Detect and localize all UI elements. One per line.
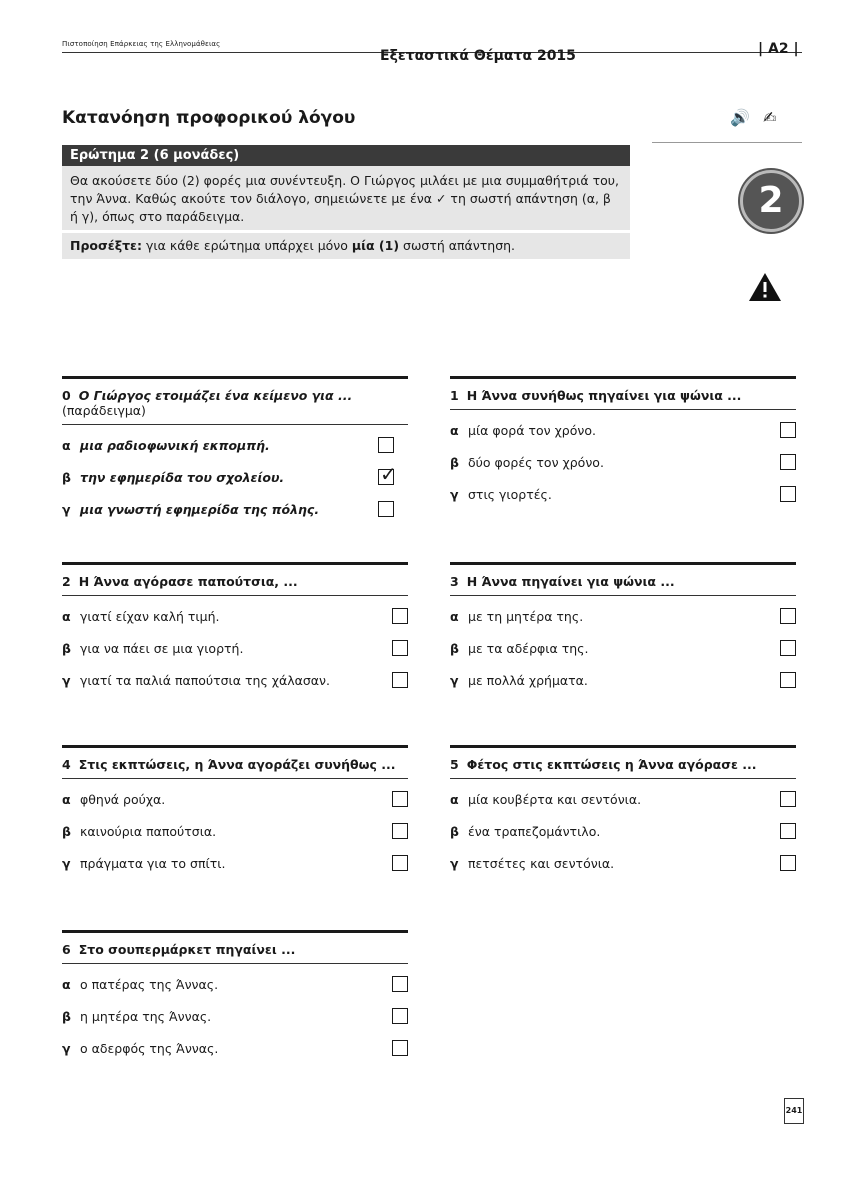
- warning-icon: [748, 272, 782, 302]
- answer-option: [450, 847, 796, 879]
- question-text: Η Άννα αγόρασε παπούτσια, ...: [78, 574, 298, 589]
- answer-checkbox[interactable]: [378, 437, 394, 453]
- answer-option: [450, 478, 796, 510]
- option-text: φθηνά ρούχα.: [80, 791, 166, 807]
- option-letter: α: [62, 976, 71, 992]
- certification-label: Πιστοποίηση Επάρκειας της Ελληνομάθειας: [62, 40, 221, 48]
- answer-option: [450, 664, 796, 696]
- option-letter: γ: [450, 672, 459, 688]
- question-6: [62, 930, 408, 1064]
- question-title: [62, 933, 408, 964]
- answer-checkbox[interactable]: [780, 855, 796, 871]
- section-title: Κατανόηση προφορικού λόγου: [62, 108, 356, 128]
- option-letter: β: [62, 1008, 71, 1024]
- question-title: [62, 565, 408, 596]
- answer-checkbox[interactable]: [392, 791, 408, 807]
- answer-option: [450, 815, 796, 847]
- answer-checkbox[interactable]: [780, 640, 796, 656]
- option-text: πράγματα για το σπίτι.: [80, 855, 226, 871]
- answer-checkbox[interactable]: [780, 791, 796, 807]
- option-letter: β: [450, 640, 459, 656]
- note-end: σωστή απάντηση.: [399, 238, 516, 253]
- answer-checkbox[interactable]: [378, 501, 394, 517]
- option-text: για να πάει σε μια γιορτή.: [80, 640, 244, 656]
- option-text: μία κουβέρτα και σεντόνια.: [468, 791, 642, 807]
- question-number: 2: [62, 574, 71, 589]
- question-number: 3: [450, 574, 459, 589]
- option-letter: α: [450, 608, 459, 624]
- question-title: [450, 748, 796, 779]
- answer-checkbox[interactable]: [392, 1008, 408, 1024]
- answer-checkbox[interactable]: [780, 486, 796, 502]
- option-text: μία φορά τον χρόνο.: [468, 422, 596, 438]
- option-letter: α: [62, 608, 71, 624]
- option-letter: γ: [62, 672, 71, 688]
- question-text: Στο σουπερμάρκετ πηγαίνει ...: [78, 942, 296, 957]
- page-number: 241: [784, 1098, 804, 1124]
- answer-option: [450, 632, 796, 664]
- option-text: πετσέτες και σεντόνια.: [468, 855, 615, 871]
- answer-option: [62, 1032, 408, 1064]
- answer-option: [62, 968, 408, 1000]
- question-text: Στις εκπτώσεις, η Άννα αγοράζει συνήθως ...: [78, 757, 396, 772]
- option-text: μια ραδιοφωνική εκπομπή.: [80, 437, 270, 453]
- option-text: ο αδερφός της Άννας.: [80, 1040, 219, 1056]
- question-title: [450, 565, 796, 596]
- question-title: [62, 748, 408, 779]
- exam-title: Εξεταστικά Θέματα 2015: [380, 48, 576, 64]
- header-rule: [652, 142, 802, 143]
- note-label: Προσέξτε:: [70, 238, 143, 253]
- option-letter: β: [62, 469, 71, 485]
- answer-checkbox[interactable]: [780, 823, 796, 839]
- check-mark-icon: ✓: [380, 462, 397, 486]
- speaker-icon: 🔊: [730, 108, 750, 127]
- task-instructions: Θα ακούσετε δύο (2) φορές μια συνέντευξη. Ο Γιώργος μιλάει με μια συμμαθήτριά του, την Άννα. Καθώς ακούτε τον διάλογο, σημειώνετε με ένα ✓ τη σωστή απάντηση (α, β ή γ), όπως στο παράδειγμα.: [62, 166, 630, 230]
- answer-checkbox[interactable]: [392, 1040, 408, 1056]
- answer-option: [62, 847, 408, 879]
- task-heading: Ερώτημα 2 (6 μονάδες): [62, 145, 630, 166]
- question-suffix: (παράδειγμα): [62, 403, 146, 418]
- question-text: Φέτος στις εκπτώσεις η Άννα αγόρασε ...: [466, 757, 757, 772]
- answer-option: [450, 446, 796, 478]
- option-letter: β: [62, 640, 71, 656]
- question-text: Ο Γιώργος ετοιμάζει ένα κείμενο για ...: [78, 388, 353, 403]
- option-text: με τα αδέρφια της.: [468, 640, 589, 656]
- answer-option: [450, 600, 796, 632]
- option-letter: β: [450, 454, 459, 470]
- note-bold: μία (1): [351, 238, 400, 253]
- task-box: [62, 145, 630, 259]
- option-letter: α: [450, 422, 459, 438]
- option-letter: α: [62, 791, 71, 807]
- option-text: δύο φορές τον χρόνο.: [468, 454, 604, 470]
- question-title: [62, 379, 408, 425]
- question-number: 6: [62, 942, 71, 957]
- option-letter: β: [62, 823, 71, 839]
- note-text: για κάθε ερώτημα υπάρχει μόνο: [142, 238, 352, 253]
- question-5: [450, 745, 796, 879]
- option-text: μια γνωστή εφημερίδα της πόλης.: [80, 501, 320, 517]
- answer-option: [62, 600, 408, 632]
- answer-option: [62, 461, 408, 493]
- answer-checkbox[interactable]: [392, 672, 408, 688]
- answer-checkbox[interactable]: [392, 640, 408, 656]
- question-1: [450, 376, 796, 510]
- question-number: 0: [62, 388, 71, 403]
- option-letter: γ: [62, 1040, 71, 1056]
- answer-option: [450, 783, 796, 815]
- answer-checkbox[interactable]: [392, 976, 408, 992]
- option-text: με τη μητέρα της.: [468, 608, 584, 624]
- option-letter: γ: [62, 501, 71, 517]
- option-text: γιατί τα παλιά παπούτσια της χάλασαν.: [80, 672, 330, 688]
- answer-checkbox[interactable]: [780, 608, 796, 624]
- answer-option: [62, 632, 408, 664]
- answer-option: [62, 493, 408, 525]
- answer-checkbox[interactable]: [780, 672, 796, 688]
- option-text: ο πατέρας της Άννας.: [80, 976, 219, 992]
- answer-checkbox[interactable]: [392, 823, 408, 839]
- writing-hand-icon: ✍: [763, 108, 777, 127]
- question-number: 5: [450, 757, 459, 772]
- question-0: [62, 376, 408, 525]
- question-3: [450, 562, 796, 696]
- answer-checkbox[interactable]: [378, 462, 397, 486]
- option-text: με πολλά χρήματα.: [468, 672, 588, 688]
- answer-option: [450, 414, 796, 446]
- answer-checkbox[interactable]: [392, 608, 408, 624]
- answer-checkbox[interactable]: [392, 855, 408, 871]
- section-icons: [730, 108, 776, 127]
- option-letter: γ: [62, 855, 71, 871]
- question-2: [62, 562, 408, 696]
- level-badge: | A2 |: [758, 41, 799, 57]
- option-text: γιατί είχαν καλή τιμή.: [80, 608, 220, 624]
- answer-option: [62, 815, 408, 847]
- answer-option: [62, 429, 408, 461]
- option-text: ένα τραπεζομάντιλο.: [468, 823, 601, 839]
- answer-option: [62, 783, 408, 815]
- option-letter: γ: [450, 486, 459, 502]
- option-letter: β: [450, 823, 459, 839]
- option-text: την εφημερίδα του σχολείου.: [80, 469, 285, 485]
- option-letter: α: [62, 437, 71, 453]
- question-number: 4: [62, 757, 71, 772]
- answer-checkbox[interactable]: [780, 454, 796, 470]
- question-text: Η Άννα συνήθως πηγαίνει για ψώνια ...: [466, 388, 742, 403]
- option-letter: γ: [450, 855, 459, 871]
- option-letter: α: [450, 791, 459, 807]
- task-number-badge: 2: [740, 170, 802, 232]
- question-title: [450, 379, 796, 410]
- answer-option: [62, 1000, 408, 1032]
- option-text: καινούρια παπούτσια.: [80, 823, 217, 839]
- question-text: Η Άννα πηγαίνει για ψώνια ...: [466, 574, 675, 589]
- task-note: [62, 233, 630, 259]
- option-text: στις γιορτές.: [468, 486, 552, 502]
- answer-checkbox[interactable]: [780, 422, 796, 438]
- question-4: [62, 745, 408, 879]
- option-text: η μητέρα της Άννας.: [80, 1008, 212, 1024]
- question-number: 1: [450, 388, 459, 403]
- answer-option: [62, 664, 408, 696]
